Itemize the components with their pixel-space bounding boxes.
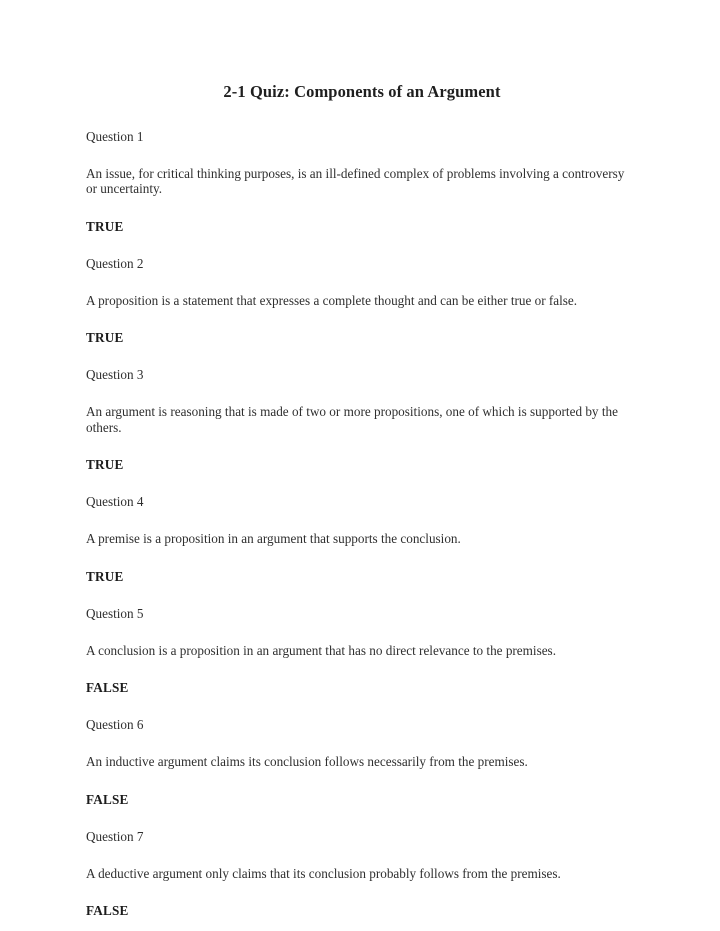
question-statement: An argument is reasoning that is made of two or more propositions, one of which is supported by the others. [86,404,618,435]
question-answer: TRUE [86,330,124,346]
question-block [86,829,638,919]
question-statement: An issue, for critical thinking purposes, is an ill-defined complex of problems involving a controversy or uncertainty. [86,165,625,197]
question-label: Question 7 [86,828,144,844]
question-block [86,494,638,584]
question-statement: A proposition is a statement that expresses a complete thought and can be either true or false. [86,292,578,308]
page-title: 2-1 Quiz: Components of an Argument [223,82,501,101]
question-statement: An inductive argument claims its conclusion follows necessarily from the premises. [86,754,528,770]
question-label: Question 2 [86,255,144,271]
question-block [86,717,638,807]
question-statement: A premise is a proposition in an argument that supports the conclusion. [86,531,461,547]
question-label: Question 6 [86,717,144,733]
question-label: Question 5 [86,605,144,621]
question-block [86,367,638,472]
question-answer: FALSE [86,903,129,919]
question-statement: A conclusion is a proposition in an argument that has no direct relevance to the premises. [86,642,556,658]
document-body [86,82,638,918]
question-block [86,129,638,234]
question-answer: TRUE [86,568,124,584]
question-answer: FALSE [86,791,129,807]
question-statement: A deductive argument only claims that its conclusion probably follows from the premises. [86,865,561,881]
question-answer: TRUE [86,457,124,473]
question-label: Question 4 [86,494,144,510]
question-answer: TRUE [86,218,124,234]
question-block [86,256,638,346]
question-label: Question 3 [86,367,144,383]
question-label: Question 1 [86,128,144,144]
question-block [86,606,638,696]
question-answer: FALSE [86,680,129,696]
